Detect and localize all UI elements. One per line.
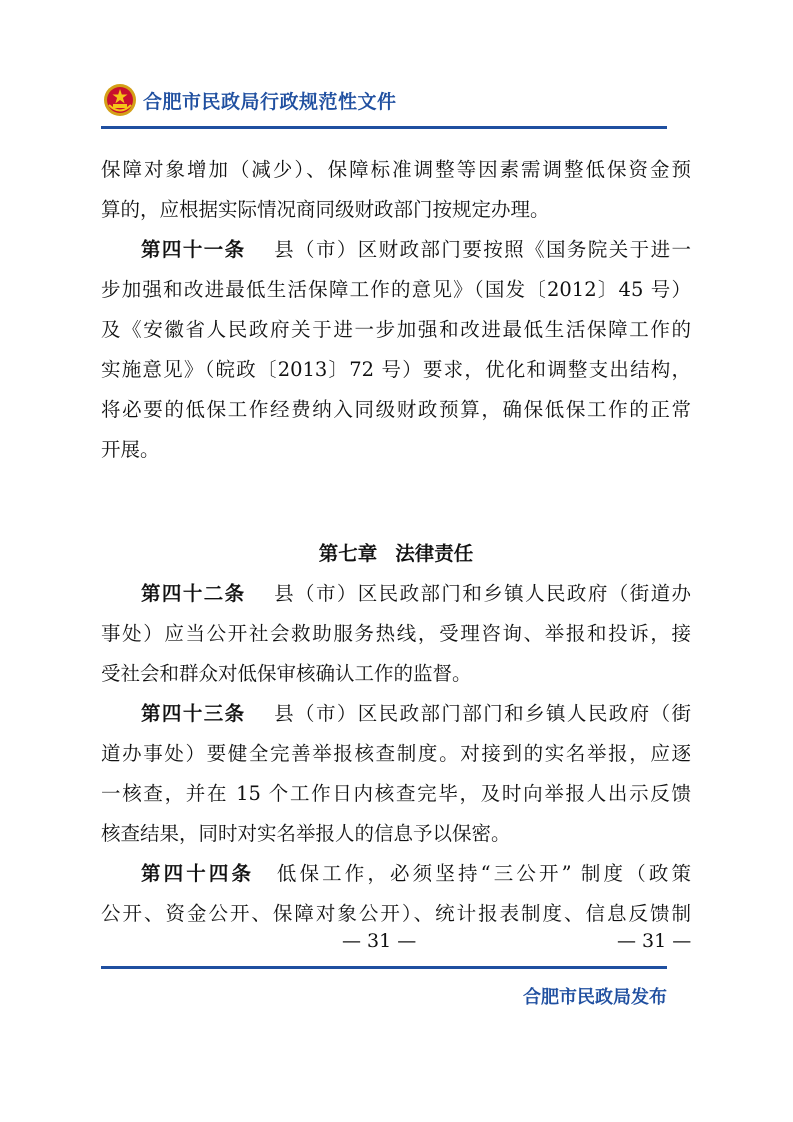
text-line: 及《安徽省人民政府关于进一步加强和改进最低生活保障工作的	[101, 318, 691, 341]
text-line: 算的，应根据实际情况商同级财政部门按规定办理。	[101, 198, 550, 221]
text-line: 一核查，并在 15 个工作日内核查完毕，及时向举报人出示反馈	[101, 782, 691, 805]
article-44-label: 第四十四条	[141, 862, 255, 885]
footer-rule	[101, 966, 667, 969]
text-line: 将必要的低保工作经费纳入同级财政预算，确保低保工作的正常	[101, 398, 691, 421]
text-line: 受社会和群众对低保审核确认工作的监督。	[101, 662, 472, 685]
national-emblem-icon	[103, 83, 137, 117]
document-header-title: 合肥市民政局行政规范性文件	[143, 90, 397, 113]
text-line: 开展。	[101, 438, 160, 461]
chapter-heading	[101, 534, 691, 574]
chapter-title: 法律责任	[395, 542, 474, 565]
article-44-text: 低保工作，必须坚持“三公开” 制度（政策	[276, 862, 691, 885]
page-number: — 31 —	[342, 930, 417, 952]
article-42-first-line	[101, 574, 691, 614]
article-41-text: 县（市）区财政部门要按照《国务院关于进一	[274, 238, 691, 261]
text-line: 公开、资金公开、保障对象公开）、统计报表制度、信息反馈制	[101, 902, 691, 925]
header-rule	[101, 126, 667, 129]
text-line: 道办事处）要健全完善举报核查制度。对接到的实名举报，应逐	[101, 742, 691, 765]
article-42-label: 第四十二条	[141, 582, 246, 605]
document-header	[103, 82, 397, 118]
article-43-text: 县（市）区民政部门部门和乡镇人民政府（街	[274, 702, 691, 725]
publisher-label: 合肥市民政局发布	[523, 987, 667, 1008]
article-43-label: 第四十三条	[141, 702, 246, 725]
document-body	[101, 150, 691, 934]
text-line: 核查结果，同时对实名举报人的信息予以保密。	[101, 822, 511, 845]
article-43-first-line	[101, 694, 691, 734]
text-line: 步加强和改进最低生活保障工作的意见》（国发〔2012〕45 号）	[101, 278, 691, 301]
text-line: 实施意见》（皖政〔2013〕72 号）要求，优化和调整支出结构，	[101, 358, 691, 381]
article-42-text: 县（市）区民政部门和乡镇人民政府（街道办	[274, 582, 691, 605]
page-number-right: — 31 —	[617, 930, 692, 952]
article-44-first-line	[101, 854, 691, 894]
chapter-number: 第七章	[318, 542, 378, 565]
paragraph-gap	[101, 470, 691, 534]
article-41-label: 第四十一条	[141, 238, 246, 261]
text-line: 事处）应当公开社会救助服务热线，受理咨询、举报和投诉，接	[101, 622, 691, 645]
article-41-first-line	[101, 230, 691, 270]
text-line: 保障对象增加（减少）、保障标准调整等因素需调整低保资金预	[101, 158, 691, 181]
